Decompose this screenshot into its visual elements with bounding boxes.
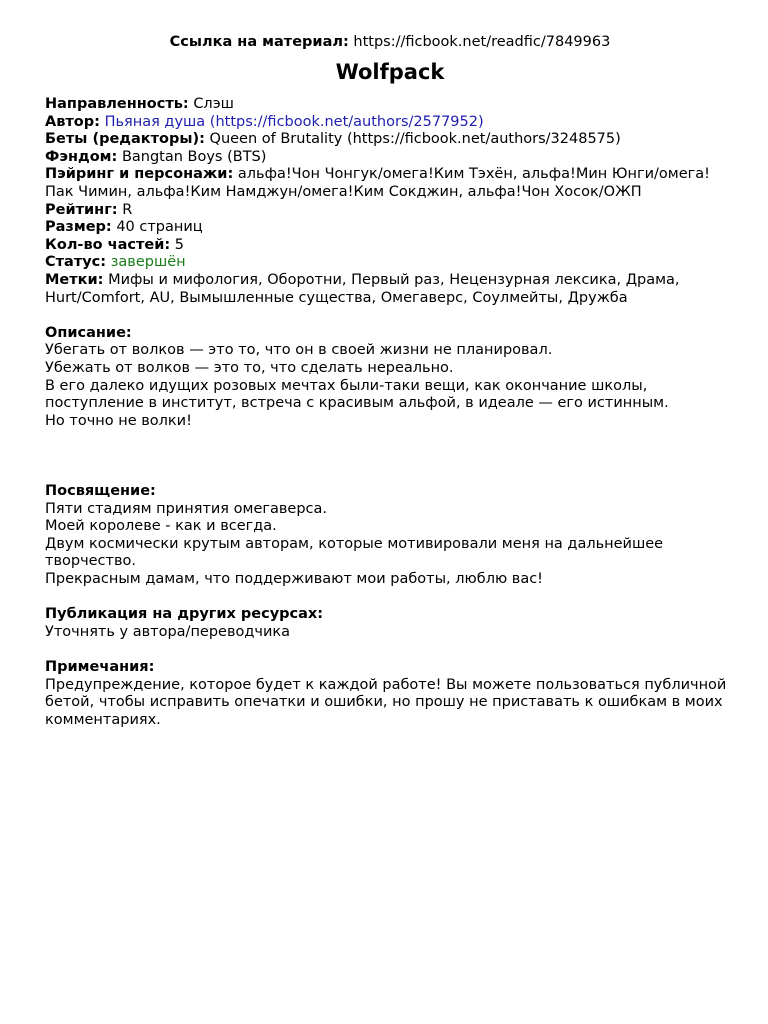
meta-status xyxy=(45,254,735,272)
dedication-line: Моей королеве - как и всегда. xyxy=(45,518,277,535)
dedication-section xyxy=(45,483,735,589)
dedication-line: Пяти стадиям принятия омегаверса. xyxy=(45,500,328,517)
meta-rating-label: Рейтинг: xyxy=(45,201,118,218)
meta-betas-label: Беты (редакторы): xyxy=(45,131,205,148)
meta-rating xyxy=(45,202,735,220)
publication-section xyxy=(45,606,735,641)
source-link[interactable]: https://ficbook.net/readfic/7849963 xyxy=(353,34,611,50)
meta-parts-label: Кол-во частей: xyxy=(45,236,171,253)
dedication-heading: Посвящение: xyxy=(45,483,156,500)
meta-fandom-label: Фэндом: xyxy=(45,148,118,165)
author-link[interactable]: Пьяная душа (https://ficbook.net/authors/2577952) xyxy=(104,113,484,130)
metadata-block xyxy=(45,96,735,307)
description-line: Убегать от волков — это то, что он в своей жизни не планировал. xyxy=(45,342,553,359)
meta-direction-label: Направленность: xyxy=(45,96,189,112)
meta-size-label: Размер: xyxy=(45,219,112,236)
dedication-line: Двум космически крутым авторам, которые мотивировали меня на дальнейшее творчество. xyxy=(45,535,664,570)
description-line: В его далеко идущих розовых мечтах были-таки вещи, как окончание школы, поступление в институт, встреча с красивым альфой, в идеале — его истинным. xyxy=(45,377,669,412)
description-line: Убежать от волков — это то, что сделать нереально. xyxy=(45,359,454,376)
meta-betas-value: Queen of Brutality (https://ficbook.net/authors/3248575) xyxy=(209,131,621,148)
document-page xyxy=(45,32,735,729)
status-badge: завершён xyxy=(110,254,186,271)
description-line: Но точно не волки! xyxy=(45,412,192,429)
meta-tags-label: Метки: xyxy=(45,271,104,288)
description-heading: Описание: xyxy=(45,324,132,341)
document-title: Wolfpack xyxy=(335,60,445,84)
source-line xyxy=(45,32,735,52)
meta-parts xyxy=(45,237,735,255)
publication-text: Уточнять у автора/переводчика xyxy=(45,623,291,640)
publication-heading: Публикация на других ресурсах: xyxy=(45,606,324,623)
meta-pairing xyxy=(45,166,735,201)
meta-parts-value: 5 xyxy=(174,236,185,253)
description-section xyxy=(45,325,735,431)
meta-rating-value: R xyxy=(122,201,133,218)
dedication-line: Прекрасным дамам, что поддерживают мои работы, люблю вас! xyxy=(45,571,543,588)
meta-tags xyxy=(45,272,735,307)
meta-pairing-value: альфа!Чон Чонгук/омега!Ким Тэхён, альфа!Мин Юнги/омега!Пак Чимин, альфа!Ким Намджун/омега!Ким Сокджин, альфа!Чон Хосок/ОЖП xyxy=(45,166,710,200)
meta-pairing-label: Пэйринг и персонажи: xyxy=(45,166,234,183)
source-label: Ссылка на материал: xyxy=(169,34,349,50)
notes-heading: Примечания: xyxy=(45,659,155,676)
notes-section xyxy=(45,659,735,729)
meta-direction-value: Слэш xyxy=(193,96,234,112)
meta-author xyxy=(45,114,735,132)
meta-size xyxy=(45,219,735,237)
meta-fandom-value: Bangtan Boys (BTS) xyxy=(121,148,267,165)
meta-author-label: Автор: xyxy=(45,113,100,130)
meta-size-value: 40 страниц xyxy=(116,219,203,236)
meta-betas xyxy=(45,131,735,149)
meta-tags-value: Мифы и мифология, Оборотни, Первый раз, Нецензурная лексика, Драма, Hurt/Comfort, AU, Вымышленные существа, Омегаверс, Соулмейты, Дружба xyxy=(45,271,680,306)
meta-direction xyxy=(45,96,735,114)
meta-fandom xyxy=(45,149,735,167)
meta-status-label: Статус: xyxy=(45,254,107,271)
notes-text: Предупреждение, которое будет к каждой работе! Вы можете пользоваться публичной бетой, чтобы исправить опечатки и ошибки, но прошу не приставать к ошибкам в моих комментариях. xyxy=(45,676,727,728)
